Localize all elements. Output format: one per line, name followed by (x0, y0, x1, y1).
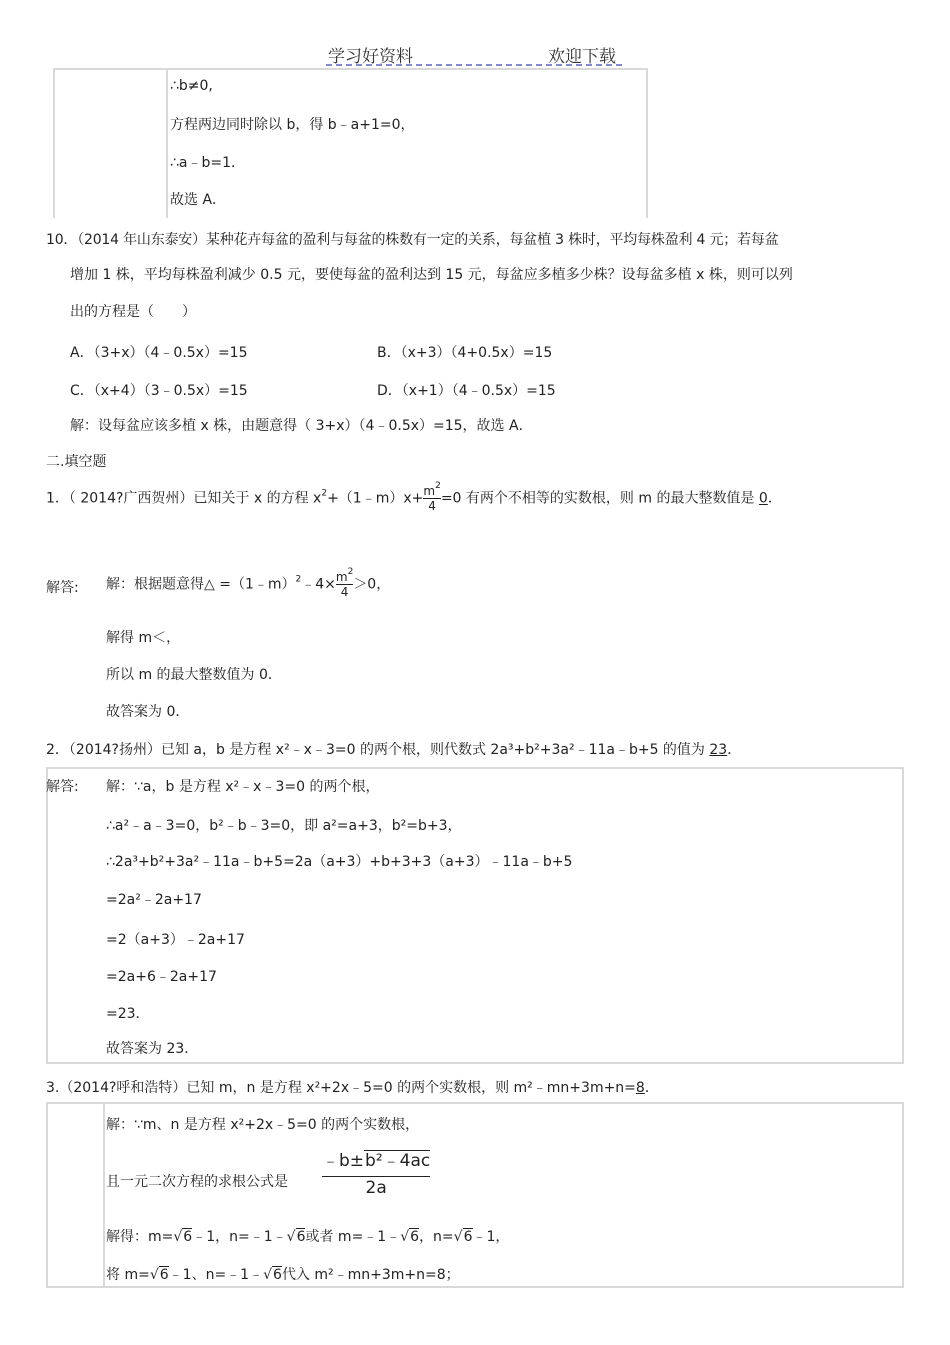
q2-stem-end: ． (727, 742, 742, 758)
q2-solution-line-2: ∴a²﹣a﹣3=0，b²﹣b﹣3=0，即 a²=a+3，b²=b+3， (106, 818, 462, 834)
q3-stem-text: 3.（2014?呼和浩特）已知 m，n 是方程 x²+2x﹣5=0 的两个实数根，则 m²﹣mn+3m+n= (46, 1080, 636, 1096)
header-right: 欢迎下载 (548, 47, 616, 67)
q10-option-d: D．（x+1）（4﹣0.5x）=15 (377, 383, 556, 399)
formula-den: 2a (322, 1176, 430, 1199)
header-left: 学习好资料 (328, 47, 413, 67)
q1-s1-post: ＞0， (353, 576, 391, 593)
q1-s1-fraction (335, 567, 354, 599)
q1-solution-line-3: 所以 m 的最大整数值为 0． (106, 667, 282, 683)
q3-s3-b: ﹣1，n=﹣1﹣ (192, 1229, 287, 1245)
q1-s1-mid: ﹣4× (301, 576, 336, 593)
q3-s3-e: ﹣1， (472, 1229, 510, 1245)
q1-stem-pre: 1．（ 2014?广西贺州）已知关于 x 的方程 x (46, 490, 322, 507)
q1-s1-frac-num-sup: 2 (347, 567, 354, 577)
q1-answer: 0 (758, 490, 768, 507)
q3-answer: 8 (635, 1080, 645, 1096)
q3-solution-line-1: 解：∵m、n 是方程 x²+2x﹣5=0 的两个实数根， (106, 1117, 420, 1133)
sqrt6-4: 6 (463, 1229, 473, 1245)
q10-option-a: A．（3+x）（4﹣0.5x）=15 (70, 345, 248, 361)
q2-stem (46, 739, 741, 759)
sqrt6-2: 6 (296, 1229, 306, 1245)
q3-solution-line-4: 将 m=√6﹣1、n=﹣1﹣√6代入 m²﹣mn+3m+n=8； (106, 1267, 460, 1283)
q1-stem-end: ． (767, 490, 782, 507)
solution-box-1 (53, 68, 648, 218)
q3-stem (46, 1077, 659, 1097)
q2-solution-line-7: =23． (106, 1006, 150, 1022)
q3-solution-line-2: 且一元二次方程的求根公式是 (106, 1174, 288, 1190)
q3-s3-a: 解得：m= (106, 1229, 174, 1245)
q3-solution-line-3: 解得：m=√6﹣1，n=﹣1﹣√6或者 m=﹣1﹣√6，n=√6﹣1， (106, 1229, 510, 1245)
q10-option-b: B．（x+3）（4+0.5x）=15 (377, 345, 553, 361)
q1-s1-frac-num: m (335, 570, 348, 584)
q1-frac-den: 4 (423, 498, 440, 513)
q3-s4-a: 将 m= (106, 1267, 150, 1283)
q1-frac-num-sup: 2 (435, 481, 441, 491)
q10-solution: 解：设每盆应该多植 x 株，由题意得（ 3+x）（4﹣0.5x）=15，故选 A． (70, 418, 533, 434)
q1-solution-line-1 (106, 567, 391, 599)
q1-label: 解答: (46, 580, 79, 596)
q2-label: 解答: (46, 779, 79, 795)
q3-s3-d: ，n= (419, 1229, 454, 1245)
q1-s1-pre: 解：根据题意得△ =（1﹣m） (106, 576, 296, 593)
box1-line-2: 方程两边同时除以 b，得 b﹣a+1=0， (170, 117, 415, 133)
q2-stem-text: 2．（2014?扬州）已知 a，b 是方程 x²﹣x﹣3=0 的两个根，则代数式 2a³+b²+3a²﹣11a﹣b+5 的值为 (46, 742, 705, 758)
q1-fraction (423, 481, 441, 513)
box1-line-3: ∴a﹣b=1． (170, 155, 246, 171)
formula-num-a: ﹣b± (322, 1151, 365, 1171)
q10-option-c: C．（x+4）（3﹣0.5x）=15 (70, 383, 248, 399)
q3-s4-c: 代入 m²﹣mn+3m+n=8； (281, 1267, 460, 1283)
q1-solution-line-4: 故答案为 0． (106, 704, 190, 720)
q2-solution-line-1: 解：∵a，b 是方程 x²﹣x﹣3=0 的两个根， (106, 779, 380, 795)
sqrt6-1: 6 (183, 1229, 193, 1245)
q10-line-1: 10．（2014 年山东泰安）某种花卉每盆的盈利与每盆的株数有一定的关系，每盆植 3 株时，平均每株盈利 4 元；若每盆 (46, 232, 779, 248)
q1-stem-sup: 2 (321, 488, 328, 499)
sqrt6-6: 6 (273, 1267, 282, 1283)
header-divider (326, 64, 622, 66)
q2-solution-line-6: =2a+6﹣2a+17 (106, 969, 217, 985)
q2-solution-line-8: 故答案为 23． (106, 1041, 199, 1057)
formula-sqrt: b²﹣4ac (365, 1151, 431, 1171)
q2-answer: 23 (709, 742, 728, 758)
section-fill-in-title: 二.填空题 (46, 454, 107, 470)
q1-solution-line-2: 解得 m＜， (106, 630, 181, 646)
q1-frac-num: m (423, 484, 436, 498)
q1-stem-post: =0 有两个不相等的实数根，则 m 的最大整数值是 (440, 490, 755, 507)
box1-divider (166, 68, 168, 218)
q10-line-3: 出的方程是（ ） (70, 304, 196, 320)
sqrt6-3: 6 (410, 1229, 420, 1245)
q10-line-2: 增加 1 株，平均每株盈利减少 0.5 元，要使每盆的盈利达到 15 元，每盆应多植多少株？设每盆多植 x 株，则可以列 (70, 267, 793, 283)
box1-line-1: ∴b≠0, (170, 78, 213, 94)
q2-solution-line-4: =2a²﹣2a+17 (106, 892, 202, 908)
q2-solution-line-3: ∴2a³+b²+3a²﹣11a﹣b+5=2a（a+3）+b+3+3（a+3）﹣11a﹣b+5 (106, 854, 573, 870)
q1-s1-frac-den: 4 (336, 584, 353, 599)
q2-solution-line-5: =2（a+3）﹣2a+17 (106, 932, 245, 948)
box3-divider (103, 1102, 105, 1288)
q1-stem (46, 481, 782, 513)
q1-stem-mid: +（1﹣m）x+ (327, 490, 424, 507)
sqrt6-5: 6 (159, 1267, 169, 1283)
solution-box-2 (46, 767, 904, 1064)
q3-s3-c: 或者 m=﹣1﹣ (305, 1229, 401, 1245)
quadratic-formula (322, 1150, 430, 1199)
q1-s1-sup: 2 (295, 574, 302, 585)
q3-stem-end: ． (644, 1080, 659, 1096)
q3-s4-b: ﹣1、n=﹣1﹣ (168, 1267, 264, 1283)
box1-line-4: 故选 A． (170, 192, 227, 208)
